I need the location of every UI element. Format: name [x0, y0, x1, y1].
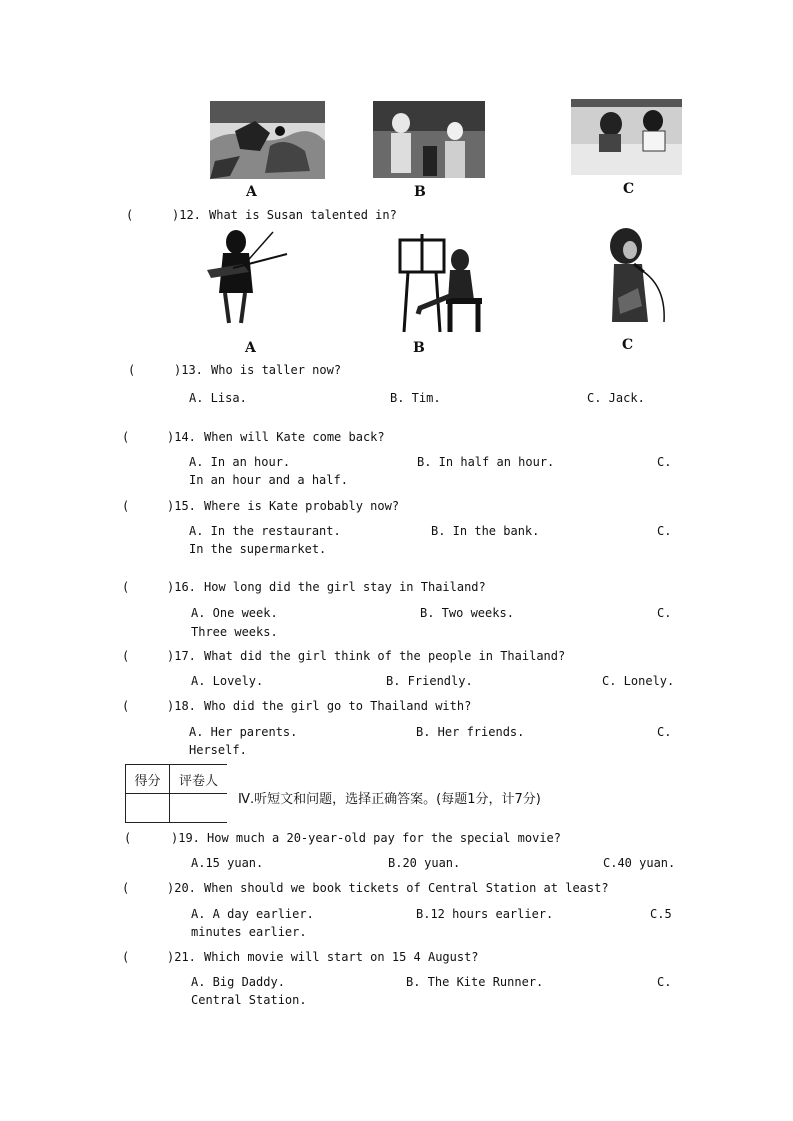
q13-open-paren: (	[128, 363, 136, 377]
q12-picture-c-label: C	[622, 337, 634, 353]
picture-a-label: A	[246, 184, 257, 200]
picture-a-outdoor-scene	[210, 101, 325, 179]
q15-option-b: B. In the bank.	[431, 524, 540, 538]
q21-option-c: Central Station.	[191, 993, 307, 1007]
q15-question: Where is Kate probably now?	[204, 499, 400, 513]
q18-open-paren: (	[122, 699, 130, 713]
q14-open-paren: (	[122, 430, 130, 444]
q21-question: Which movie will start on 15 4 August?	[204, 950, 479, 964]
q17-question: What did the girl think of the people in Thailand?	[204, 649, 566, 663]
q14-option-a: A. In an hour.	[189, 455, 291, 469]
q19-question: How much a 20-year-old pay for the special movie?	[207, 831, 562, 845]
q12-number: )12.	[172, 208, 201, 222]
q18-question: Who did the girl go to Thailand with?	[204, 699, 472, 713]
q17-option-b: B. Friendly.	[386, 674, 473, 688]
q19-option-b: B.20 yuan.	[388, 856, 461, 870]
q13-option-b: B. Tim.	[390, 391, 441, 405]
q17-option-c: C. Lonely.	[602, 674, 675, 688]
picture-girl-violin	[203, 228, 289, 326]
q16-open-paren: (	[122, 580, 130, 594]
picture-b-label: B	[414, 184, 426, 200]
q20-question: When should we book tickets of Central Station at least?	[204, 881, 609, 895]
q16-question: How long did the girl stay in Thailand?	[204, 580, 486, 594]
q21-open-paren: (	[122, 950, 130, 964]
score-cell[interactable]	[126, 794, 170, 823]
q20-option-c: minutes earlier.	[191, 925, 307, 939]
q21-option-b: B. The Kite Runner.	[406, 975, 544, 989]
q14-option-c-letter: C.	[657, 455, 672, 469]
q14-option-c: In an hour and a half.	[189, 473, 348, 487]
q17-number: )17.	[167, 649, 196, 663]
grader-header: 评卷人	[170, 765, 228, 794]
q13-number: )13.	[174, 363, 203, 377]
q19-option-c: C.40 yuan.	[603, 856, 676, 870]
q21-number: )21.	[167, 950, 196, 964]
score-table	[125, 764, 227, 823]
q19-number: )19.	[171, 831, 200, 845]
q14-number: )14.	[167, 430, 196, 444]
q12-open-paren: (	[126, 208, 134, 222]
q20-option-b: B.12 hours earlier.	[416, 907, 554, 921]
q16-option-c-letter: C.	[657, 606, 672, 620]
q14-option-b: B. In half an hour.	[417, 455, 555, 469]
picture-c-label: C	[623, 181, 635, 197]
q16-option-c: Three weeks.	[191, 625, 278, 639]
q15-option-c: In the supermarket.	[189, 542, 327, 556]
q18-number: )18.	[167, 699, 196, 713]
grader-cell[interactable]	[170, 794, 228, 823]
q19-option-a: A.15 yuan.	[191, 856, 264, 870]
q13-option-c: C. Jack.	[587, 391, 645, 405]
q16-option-b: B. Two weeks.	[420, 606, 514, 620]
q13-option-a: A. Lisa.	[189, 391, 247, 405]
q18-option-b: B. Her friends.	[416, 725, 525, 739]
q21-option-c-letter: C.	[657, 975, 672, 989]
picture-b-people-scene	[373, 101, 485, 178]
q20-option-a: A. A day earlier.	[191, 907, 314, 921]
q16-option-a: A. One week.	[191, 606, 278, 620]
q13-question: Who is taller now?	[211, 363, 342, 377]
score-header: 得分	[126, 765, 170, 794]
q18-option-a: A. Her parents.	[189, 725, 298, 739]
q17-option-a: A. Lovely.	[191, 674, 264, 688]
picture-girl-painting	[398, 234, 484, 334]
q18-option-c-letter: C.	[657, 725, 672, 739]
q17-open-paren: (	[122, 649, 130, 663]
q15-option-c-letter: C.	[657, 524, 672, 538]
q15-number: )15.	[167, 499, 196, 513]
picture-c-children-drawing	[571, 99, 682, 175]
q19-open-paren: (	[124, 831, 132, 845]
q16-number: )16.	[167, 580, 196, 594]
q20-option-c-letter: C.5	[650, 907, 672, 921]
q20-open-paren: (	[122, 881, 130, 895]
q14-question: When will Kate come back?	[204, 430, 385, 444]
section-4-title: Ⅳ.听短文和问题，选择正确答案。(每题1分，计7分)	[238, 792, 541, 807]
q18-option-c: Herself.	[189, 743, 247, 757]
q20-number: )20.	[167, 881, 196, 895]
q15-open-paren: (	[122, 499, 130, 513]
q15-option-a: A. In the restaurant.	[189, 524, 341, 538]
q12-picture-b-label: B	[413, 340, 425, 356]
picture-girl-singing	[604, 228, 670, 326]
q12-question: What is Susan talented in?	[209, 208, 397, 222]
q21-option-a: A. Big Daddy.	[191, 975, 285, 989]
q12-picture-a-label: A	[245, 340, 256, 356]
